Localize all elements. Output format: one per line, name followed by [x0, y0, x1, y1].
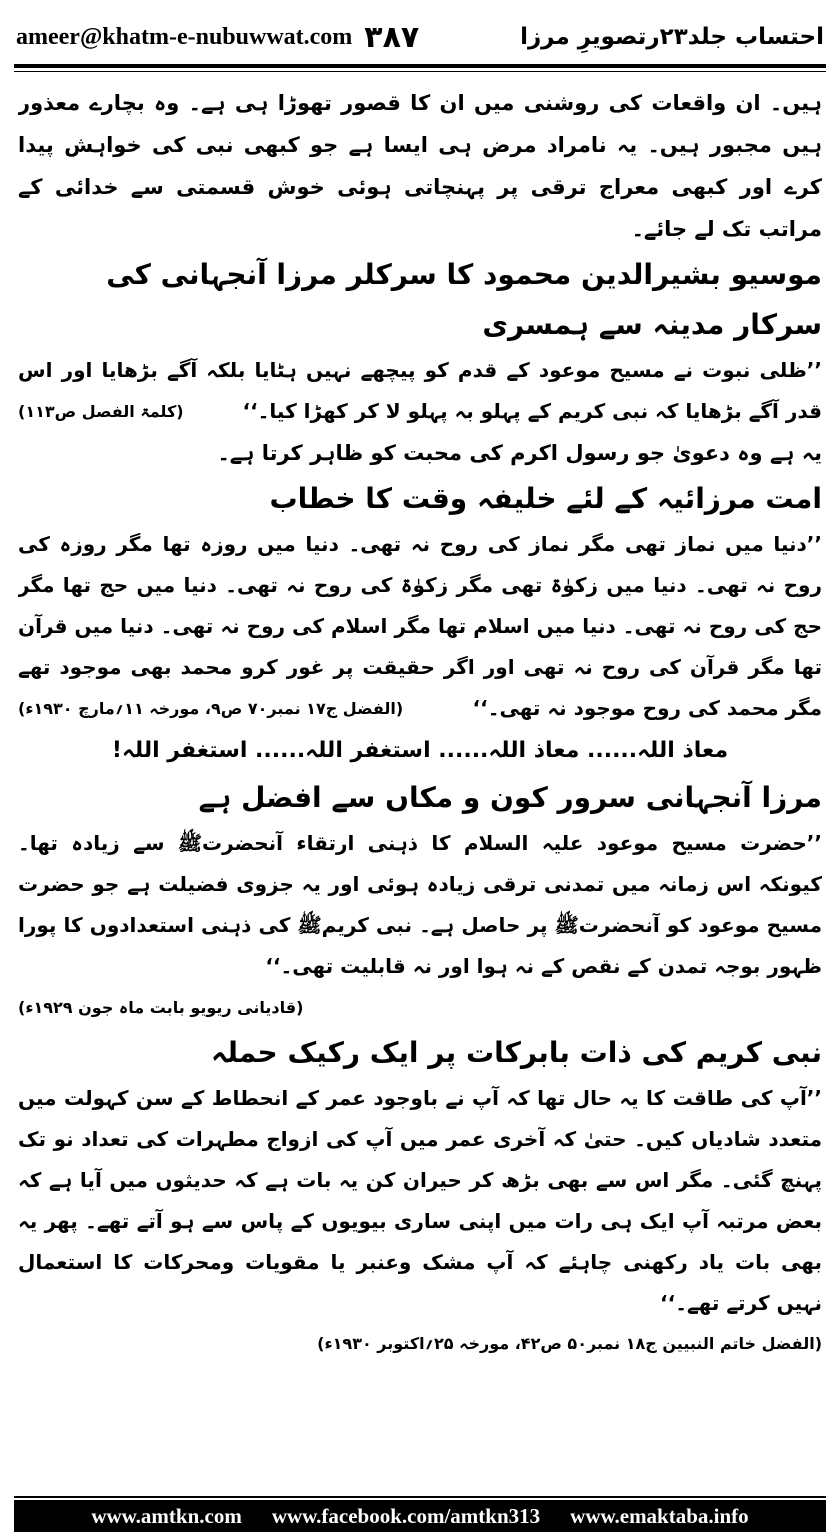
quote-text	[18, 823, 822, 1017]
footer-link-facebook[interactable]: www.facebook.com/amtkn313	[271, 1503, 541, 1528]
quote-reference: (قادیانی ریویو بابت ماہ جون ۱۹۲۹ء)	[18, 998, 304, 1017]
footer-link-website[interactable]: www.amtkn.com	[91, 1503, 242, 1528]
quote-text	[18, 350, 822, 432]
section-heading: مرزا آنجہانی سرور کون و مکاں سے افضل ہے	[198, 781, 822, 814]
quote-text	[18, 524, 822, 729]
quote-body: ’’ظلی نبوت نے مسیح موعود کے قدم کو پیچھے نہیں ہٹایا بلکہ آگے بڑھایا اور اس قدر آگے بڑھایا کہ نبی کریم کے پہلو بہ پہلو لا کر کھڑا کیا۔‘‘	[18, 358, 822, 423]
header-email: ameer@khatm-e-nubuwwat.com	[16, 23, 353, 50]
paragraph-intro: ہیں۔ ان واقعات کی روشنی میں ان کا قصور تھوڑا ہی ہے۔ وہ بچارے معذور ہیں مجبور ہیں۔ یہ نامراد مرض ہی ایسا ہے جو کبھی نبی کی خواہش پیدا کرے اور کبھی معراج ترقی پر پہنچاتی ہوئی خوش قسمتی سے خدائی کے مراتب تک لے جائے۔	[18, 91, 822, 241]
footer-rule	[14, 1496, 826, 1498]
quote-reference: (الفضل ج۱۷ نمبر۷۰ ص۹، مورخہ ۱۱؍مارچ ۱۹۳۰ء)	[18, 699, 404, 718]
quote-text: ’’آپ کی طاقت کا یہ حال تھا کہ آپ نے باوجود عمر کے انحطاط کے سن کہولت میں متعدد شادیاں کیں۔ حتیٰ کہ آخری عمر میں آپ کی ازواج مطہرات کی تعداد نو تک پہنچ گئی۔ مگر اس سے بھی بڑھ کر حیران کن یہ بات ہے کہ حدیثوں میں آیا ہے کہ بعض مرتبہ آپ ایک ہی رات میں اپنی ساری بیویوں کے پاس سے ہو آتے تھے۔ پھر یہ بھی بات یاد رکھنی چاہئے کہ آپ مشک وعنبر یا مقویات ومحرکات کا استعمال نہیں کرتے تھے۔‘‘	[18, 1086, 822, 1315]
exclamation-line: معاذ اللہ...... معاذ اللہ...... استغفر اللہ...... استغفر اللہ!	[111, 738, 729, 763]
header-rule	[14, 64, 826, 68]
running-head: احتساب جلد۲۳رتصویرِ مرزا	[520, 24, 824, 50]
section-heading: موسیو بشیرالدین محمود کا سرکلر مرزا آنجہانی کی سرکار مدینہ سے ہمسری	[106, 258, 822, 341]
quote-body: ’’دنیا میں نماز تھی مگر نماز کی روح نہ تھی۔ دنیا میں روزہ تھا مگر روزہ کی روح نہ تھی۔ دنیا میں زکوٰۃ تھی مگر زکوٰۃ کی روح نہ تھی۔ دنیا میں حج تھا مگر حج کی روح نہ تھی۔ دنیا میں اسلام تھا مگر اسلام کی روح نہ تھی۔ دنیا میں قرآن تھا مگر قرآن کی روح نہ تھی اور اگر حقیقت پر غور کرو محمد بھی موجود تھے مگر محمد کی روح موجود نہ تھی۔‘‘	[18, 532, 822, 720]
paragraph-comment: یہ ہے وہ دعویٰ جو رسول اکرم کی محبت کو ظاہر کرتا ہے۔	[217, 441, 822, 465]
footer-bar	[14, 1500, 826, 1532]
quote-block	[18, 524, 822, 729]
section-heading: نبی کریم کی ذات بابرکات پر ایک رکیک حملہ	[210, 1036, 822, 1069]
quote-block	[18, 350, 822, 432]
header-rule-thin	[14, 71, 826, 72]
quote-reference-line: (الفضل خاتم النبیین ج۱۸ نمبر۵۰ ص۴۲، مورخہ ۲۵؍اکتوبر ۱۹۳۰ء)	[317, 1334, 822, 1353]
page-header	[16, 14, 824, 60]
page-number: ۳۸۷	[364, 19, 420, 55]
footer-link-emaktaba[interactable]: www.emaktaba.info	[570, 1503, 749, 1528]
header-left	[16, 20, 419, 55]
quote-reference: (کلمۃ الفصل ص۱۱۳)	[18, 402, 184, 421]
quote-body: ’’حضرت مسیح موعود علیہ السلام کا ذہنی ارتقاء آنحضرتﷺ سے زیادہ تھا۔ کیونکہ اس زمانہ میں تمدنی ترقی زیادہ ہوئی اور یہ جزوی فضیلت ہے جو حضرت مسیح موعود کو آنحضرتﷺ پر حاصل ہے۔ نبی کریمﷺ کی ذہنی استعدادوں کا پورا ظہور بوجہ تمدن کے نقص کے نہ ہوا اور نہ قابلیت تھی۔‘‘	[18, 831, 822, 978]
quote-block	[18, 823, 822, 1028]
page-content	[18, 82, 822, 1478]
section-heading: امت مرزائیہ کے لئے خلیفہ وقت کا خطاب	[269, 482, 822, 515]
